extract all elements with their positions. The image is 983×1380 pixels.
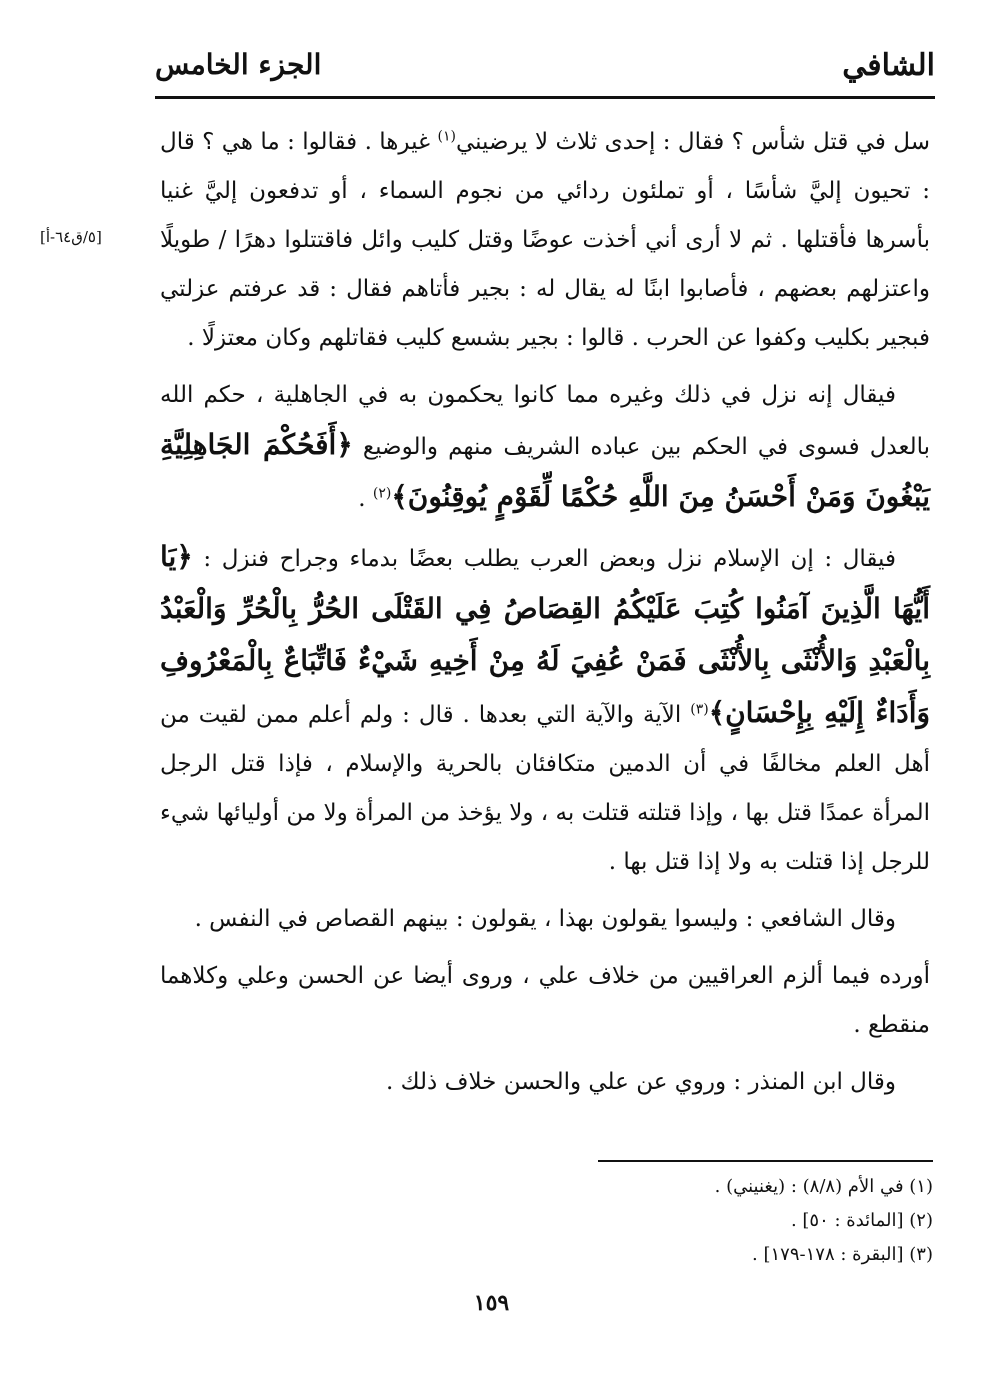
paragraph-6: وقال ابن المنذر : وروي عن علي والحسن خلاف ذلك .: [386, 1069, 896, 1095]
paragraph-5: أورده فيما ألزم العراقيين من خلاف علي ، وروى أيضا عن الحسن وعلي وكلاهما منقطع .: [160, 963, 930, 1038]
quran-verse-maida: ﴿أَفَحُكْمَ الجَاهِلِيَّةِ يَبْغُونَ وَمَنْ أَحْسَنُ مِنَ اللَّهِ حُكْمًا لِّقَوْمٍ يُوقِنُونَ﴾: [160, 428, 930, 513]
paragraph-1: [160, 118, 930, 363]
paragraph-1-part-b: غيرها . فقالوا : ما هي ؟ قال : تحيون إليَّ شأسًا ، أو تملئون ردائي من نجوم السماء ، أو تدفعون إليَّ غنيا بأسرها فأقتلها . ثم لا أرى أني أخذت عوضًا وقتل كليب وائل فاقتتلوا دهرًا / طويلًا واعتزلهم بعضهم ، فأصابوا ابنًا له يقال له : بجير فأتاهم فقال : قد عرفتم عزلتي فبجير بكليب وكفوا عن الحرب . قالوا : بجير بشسع كليب فقاتلهم وكان معتزلًا .: [160, 129, 930, 351]
quran-verse-baqara: ﴿يَا أَيُّهَا الَّذِينَ آمَنُوا كُتِبَ عَلَيْكُمُ القِصَاصُ فِي القَتْلَى الحُرُّ بِالْحُرِّ وَالْعَبْدُ بِالْعَبْدِ وَالأُنْثَى بِالأُنْثَى فَمَنْ عُفِيَ لَهُ مِنْ أَخِيهِ شَيْءٌ فَاتِّبَاعٌ بِالْمَعْرُوفِ وَأَدَاءٌ إِلَيْهِ بِإِحْسَانٍ﴾: [160, 540, 931, 729]
footnote-divider: [598, 1160, 933, 1162]
paragraph-4: وقال الشافعي : وليسوا يقولون بهذا ، يقولون : بينهم القصاص في النفس .: [194, 906, 896, 932]
footnote-ref-2[interactable]: (٢): [372, 485, 392, 502]
page-number: ١٥٩: [473, 1290, 510, 1316]
manuscript-folio-note: [٥/ق٦٤-أ]: [40, 228, 102, 246]
paragraph-3-tail: الآية والآية التي بعدها . قال : ولم أعلم ممن لقيت من أهل العلم مخالفًا في أن الدمين متكافئان بالحرية والإسلام ، فإذا قتل الرجل المرأة عمدًا قتل بها ، وإذا قتلته قتلت به ، ولا يؤخذ من المرأة ولا من أوليائها شيء للرجل إذا قتلت به ولا إذا قتل بها .: [160, 702, 930, 875]
footnotes: [153, 1170, 933, 1272]
paragraph-2-lead: فيقال إنه نزل في ذلك وغيره مما كانوا يحكمون به في الجاهلية ، حكم الله بالعدل فسوى في الحكم بين عباده الشريف منهم والوضيع: [160, 382, 930, 460]
footnote-ref-1[interactable]: (١): [437, 128, 456, 145]
book-title: الشافي: [842, 48, 935, 83]
paragraph-2: [160, 371, 930, 524]
paragraph-1-part-a: سل في قتل شأس ؟ فقال : إحدى ثلاث لا يرضيني: [455, 129, 930, 155]
header-divider: [155, 96, 935, 99]
footnote-2: (٢) [المائدة : ٥٠] .: [790, 1210, 933, 1231]
volume-label: الجزء الخامس: [155, 48, 322, 81]
paragraph-2-tail: .: [358, 486, 373, 512]
footnote-3: (٣) [البقرة : ١٧٨-١٧٩] .: [752, 1244, 933, 1265]
main-text: [160, 118, 930, 1107]
paragraph-3-lead: فيقال : إن الإسلام نزل وبعض العرب يطلب بعضًا بدماء وجراح فنزل :: [192, 546, 896, 572]
page-header: [155, 40, 935, 90]
footnote-ref-3[interactable]: (٣): [690, 701, 709, 718]
paragraph-3: [160, 532, 930, 887]
footnote-1: (١) في الأم (٨/٨) : (يغنيني) .: [714, 1176, 933, 1197]
